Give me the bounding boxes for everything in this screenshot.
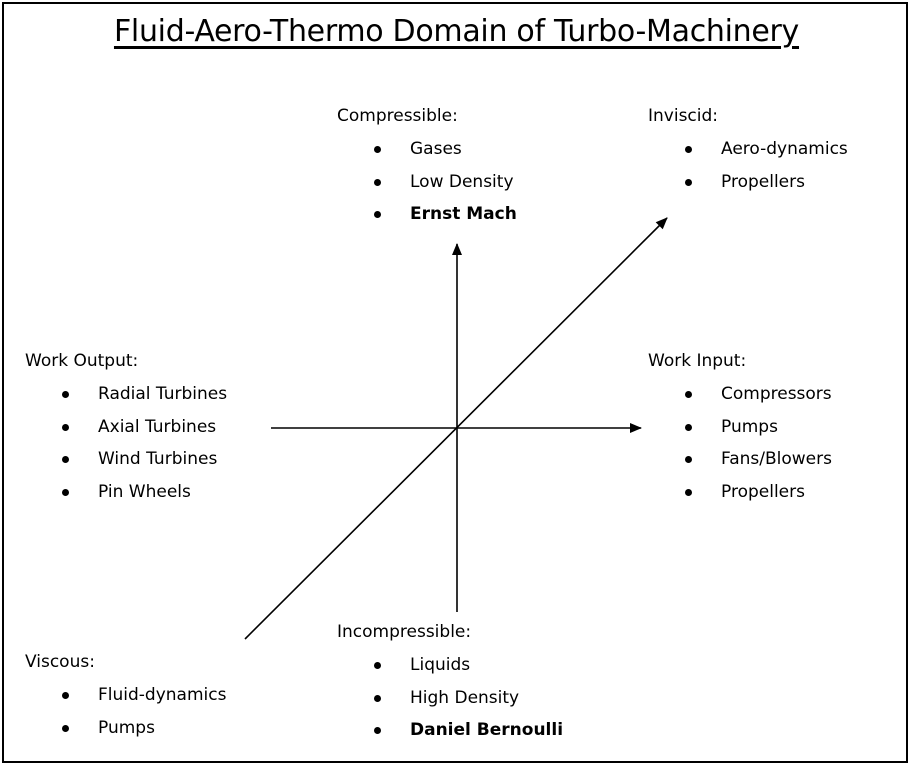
list-item: Radial Turbines bbox=[25, 384, 227, 417]
list-item: Pin Wheels bbox=[25, 482, 227, 515]
list-item: Propellers bbox=[648, 482, 832, 515]
compressible-group bbox=[337, 106, 517, 237]
list-item: Wind Turbines bbox=[25, 449, 227, 482]
list-item: Propellers bbox=[648, 172, 848, 205]
incompressible-group bbox=[337, 622, 563, 753]
bullet-icon bbox=[685, 391, 692, 398]
diagram-title: Fluid-Aero-Thermo Domain of Turbo-Machinery bbox=[113, 14, 800, 49]
list-item: Pumps bbox=[25, 718, 226, 751]
list-item: Daniel Bernoulli bbox=[337, 720, 563, 753]
bullet-icon bbox=[374, 211, 381, 218]
bullet-icon bbox=[374, 146, 381, 153]
list-item: Liquids bbox=[337, 655, 563, 688]
bullet-icon bbox=[374, 179, 381, 186]
bullet-icon bbox=[685, 456, 692, 463]
compressible-heading: Compressible: bbox=[337, 106, 458, 126]
work-input-heading: Work Input: bbox=[648, 351, 747, 371]
incompressible-heading: Incompressible: bbox=[337, 622, 472, 642]
bullet-icon bbox=[62, 391, 69, 398]
list-item: Fans/Blowers bbox=[648, 449, 832, 482]
bullet-icon bbox=[685, 424, 692, 431]
bullet-icon bbox=[62, 692, 69, 699]
list-item: Ernst Mach bbox=[337, 204, 517, 237]
bullet-icon bbox=[62, 424, 69, 431]
list-item: Pumps bbox=[648, 417, 832, 450]
bullet-icon bbox=[685, 146, 692, 153]
bullet-icon bbox=[685, 489, 692, 496]
bullet-icon bbox=[374, 727, 381, 734]
bullet-icon bbox=[374, 695, 381, 702]
list-item: Fluid-dynamics bbox=[25, 685, 226, 718]
work-output-group bbox=[25, 351, 227, 515]
work-input-group bbox=[648, 351, 832, 515]
bullet-icon bbox=[62, 456, 69, 463]
list-item: Axial Turbines bbox=[25, 417, 227, 450]
work-output-heading: Work Output: bbox=[25, 351, 139, 371]
bullet-icon bbox=[374, 662, 381, 669]
list-item: Low Density bbox=[337, 172, 517, 205]
list-item: High Density bbox=[337, 688, 563, 721]
list-item: Compressors bbox=[648, 384, 832, 417]
inviscid-heading: Inviscid: bbox=[648, 106, 719, 126]
list-item: Aero-dynamics bbox=[648, 139, 848, 172]
bullet-icon bbox=[62, 725, 69, 732]
list-item: Gases bbox=[337, 139, 517, 172]
bullet-icon bbox=[62, 489, 69, 496]
viscous-group bbox=[25, 652, 226, 750]
bullet-icon bbox=[685, 179, 692, 186]
inviscid-group bbox=[648, 106, 848, 204]
viscous-heading: Viscous: bbox=[25, 652, 95, 672]
